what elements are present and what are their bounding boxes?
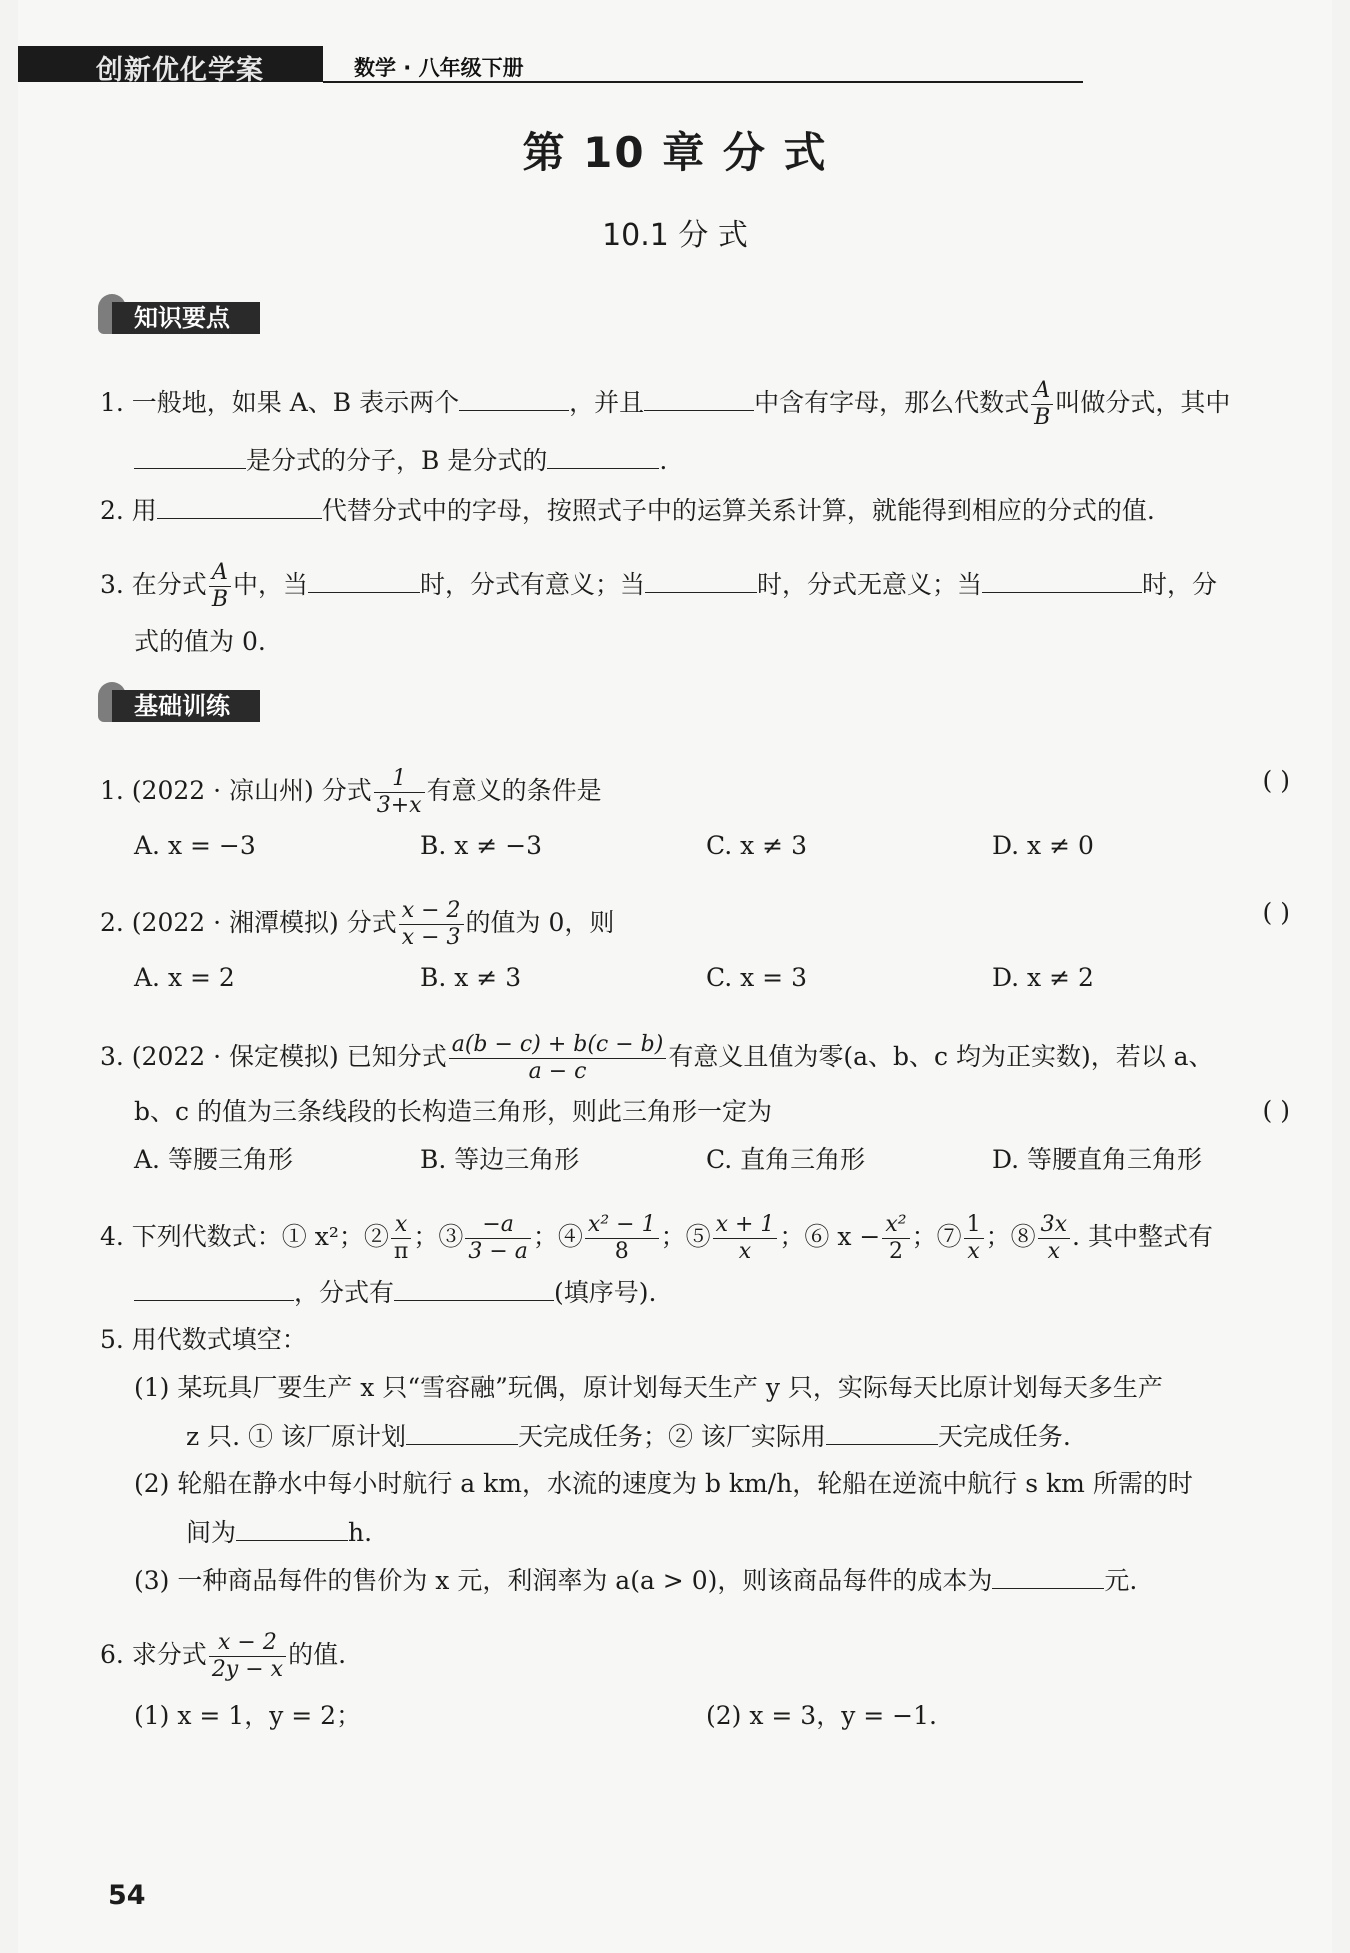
- book-brand: 创新优化学案: [96, 55, 264, 86]
- option-c[interactable]: C. 直角三角形: [706, 1145, 866, 1174]
- fraction: $\frac{x - 2}{2y - x}$: [209, 1630, 286, 1683]
- answer-blank[interactable]: [644, 386, 754, 411]
- fraction: $\frac{-a}{3 - a}$: [465, 1212, 531, 1265]
- answer-blank[interactable]: [459, 386, 569, 411]
- answer-paren[interactable]: ( ): [1262, 1096, 1290, 1125]
- option-a[interactable]: A. 等腰三角形: [134, 1145, 293, 1174]
- fraction: $\frac{x}{\pi}$: [391, 1212, 411, 1265]
- question-4: 4. 下列代数式：① x²；② $\frac{x}{\pi}$ ；③ $\frac{-a}{3 - a}$ ；④ $\frac{\text{x² − 1}}{8}$ ；⑤ $\frac{x + 1}{x}$ ；⑥ x − $\frac{\text{x²}}{2}$ ；⑦ $\frac{1}{x}$ ；⑧ $\frac{3x}{x}$ . 其中整式有: [100, 1212, 1213, 1264]
- option-a[interactable]: A. x = −3: [134, 831, 256, 860]
- subject-label: 数学 · 八年级下册: [354, 56, 524, 80]
- fraction: $\frac{x - 2}{x - 3}$: [399, 898, 464, 951]
- answer-blank[interactable]: [992, 1564, 1104, 1589]
- basic-banner: [98, 686, 261, 726]
- question-6-1: (1) x = 1，y = 2；: [134, 1701, 362, 1730]
- page-number: 54: [108, 1880, 146, 1911]
- answer-paren[interactable]: ( ): [1262, 898, 1290, 927]
- option-a[interactable]: A. x = 2: [134, 963, 235, 992]
- answer-blank[interactable]: [134, 444, 246, 469]
- page-header: [18, 46, 1078, 86]
- option-b[interactable]: B. x ≠ 3: [420, 963, 522, 992]
- knowledge-banner-label: 知识要点: [134, 304, 230, 332]
- fraction: $\frac{1}{3+x}$: [374, 766, 425, 819]
- answer-blank[interactable]: [134, 1276, 294, 1301]
- question-4-cont: ，分式有 (填序号).: [134, 1276, 656, 1309]
- section-title: 10.1 分 式: [602, 218, 748, 253]
- fraction: $\frac{\text{x² − 1}}{8}$: [585, 1212, 659, 1265]
- option-c[interactable]: C. x = 3: [706, 963, 807, 992]
- chapter-title: 第 10 章 分 式: [522, 128, 828, 177]
- header-rule: [323, 81, 1083, 83]
- answer-blank[interactable]: [157, 494, 322, 519]
- question-5-1-cont: z 只. ① 该厂原计划 天完成任务；② 该厂实际用 天完成任务.: [186, 1422, 1071, 1451]
- question-5-3: (3) 一种商品每件的售价为 x 元，利润率为 a(a > 0)，则该商品每件的成本为 元.: [134, 1566, 1138, 1595]
- question-5: 5. 用代数式填空：: [100, 1325, 307, 1354]
- knowledge-banner: [98, 298, 261, 338]
- answer-blank[interactable]: [645, 568, 757, 593]
- fraction: $\frac{A}{B}$: [1031, 378, 1053, 431]
- knowledge-item-3: 3. 在分式 $\frac{A}{B}$ 中，当 时，分式有意义；当 时，分式无意义；当 时，分: [100, 560, 1218, 612]
- knowledge-item-3-cont: 式的值为 0.: [134, 627, 266, 656]
- answer-blank[interactable]: [308, 568, 420, 593]
- answer-blank[interactable]: [826, 1420, 938, 1445]
- answer-blank[interactable]: [394, 1276, 554, 1301]
- option-c[interactable]: C. x ≠ 3: [706, 831, 807, 860]
- fraction: $\frac{a(b - c) + b(c - b)}{a - c}$: [449, 1032, 667, 1085]
- fraction: $\frac{A}{B}$: [209, 560, 231, 613]
- answer-blank[interactable]: [547, 444, 659, 469]
- basic-banner-label: 基础训练: [134, 692, 230, 720]
- question-5-1: (1) 某玩具厂要生产 x 只“雪容融”玩偶，原计划每天生产 y 只，实际每天比原计划每天多生产: [134, 1373, 1163, 1402]
- option-d[interactable]: D. 等腰直角三角形: [992, 1145, 1203, 1174]
- question-6-2: (2) x = 3，y = −1.: [706, 1701, 937, 1730]
- fraction: $\frac{\text{x²}}{2}$: [882, 1212, 909, 1265]
- knowledge-item-1-cont: 是分式的分子，B 是分式的 .: [134, 444, 667, 477]
- option-b[interactable]: B. 等边三角形: [420, 1145, 580, 1174]
- knowledge-item-2: 2. 用 代替分式中的字母，按照式子中的运算关系计算，就能得到相应的分式的值.: [100, 496, 1155, 525]
- question-6: 6. 求分式 $\frac{x - 2}{2y - x}$ 的值.: [100, 1630, 347, 1682]
- answer-blank[interactable]: [982, 568, 1142, 593]
- answer-paren[interactable]: ( ): [1262, 766, 1290, 795]
- answer-blank[interactable]: [236, 1516, 348, 1541]
- fraction: $\frac{3x}{x}$: [1038, 1212, 1070, 1265]
- knowledge-item-1: 1. 一般地，如果 A、B 表示两个 ，并且 中含有字母，那么代数式 $\frac{A}{B}$ 叫做分式，其中: [100, 378, 1231, 430]
- fraction: $\frac{x + 1}{x}$: [713, 1212, 778, 1265]
- fraction: $\frac{1}{x}$: [964, 1212, 984, 1265]
- answer-blank[interactable]: [406, 1420, 518, 1445]
- option-d[interactable]: D. x ≠ 0: [992, 831, 1094, 860]
- option-b[interactable]: B. x ≠ −3: [420, 831, 543, 860]
- question-5-2: (2) 轮船在静水中每小时航行 a km，水流的速度为 b km/h，轮船在逆流中航行 s km 所需的时: [134, 1469, 1193, 1498]
- question-2: 2. (2022 · 湘潭模拟) 分式 $\frac{x - 2}{x - 3}$ 的值为 0，则: [100, 898, 615, 950]
- question-3-cont: b、c 的值为三条线段的长构造三角形，则此三角形一定为: [134, 1097, 772, 1126]
- question-5-2-cont: 间为 h.: [186, 1518, 373, 1547]
- option-d[interactable]: D. x ≠ 2: [992, 963, 1094, 992]
- question-1: 1. (2022 · 凉山州) 分式 $\frac{1}{3+x}$ 有意义的条件是: [100, 766, 602, 818]
- question-3: 3. (2022 · 保定模拟) 已知分式 $\frac{a(b - c) + b(c - b)}{a - c}$ 有意义且值为零(a、b、c 均为正实数)，若以 a、: [100, 1032, 1214, 1084]
